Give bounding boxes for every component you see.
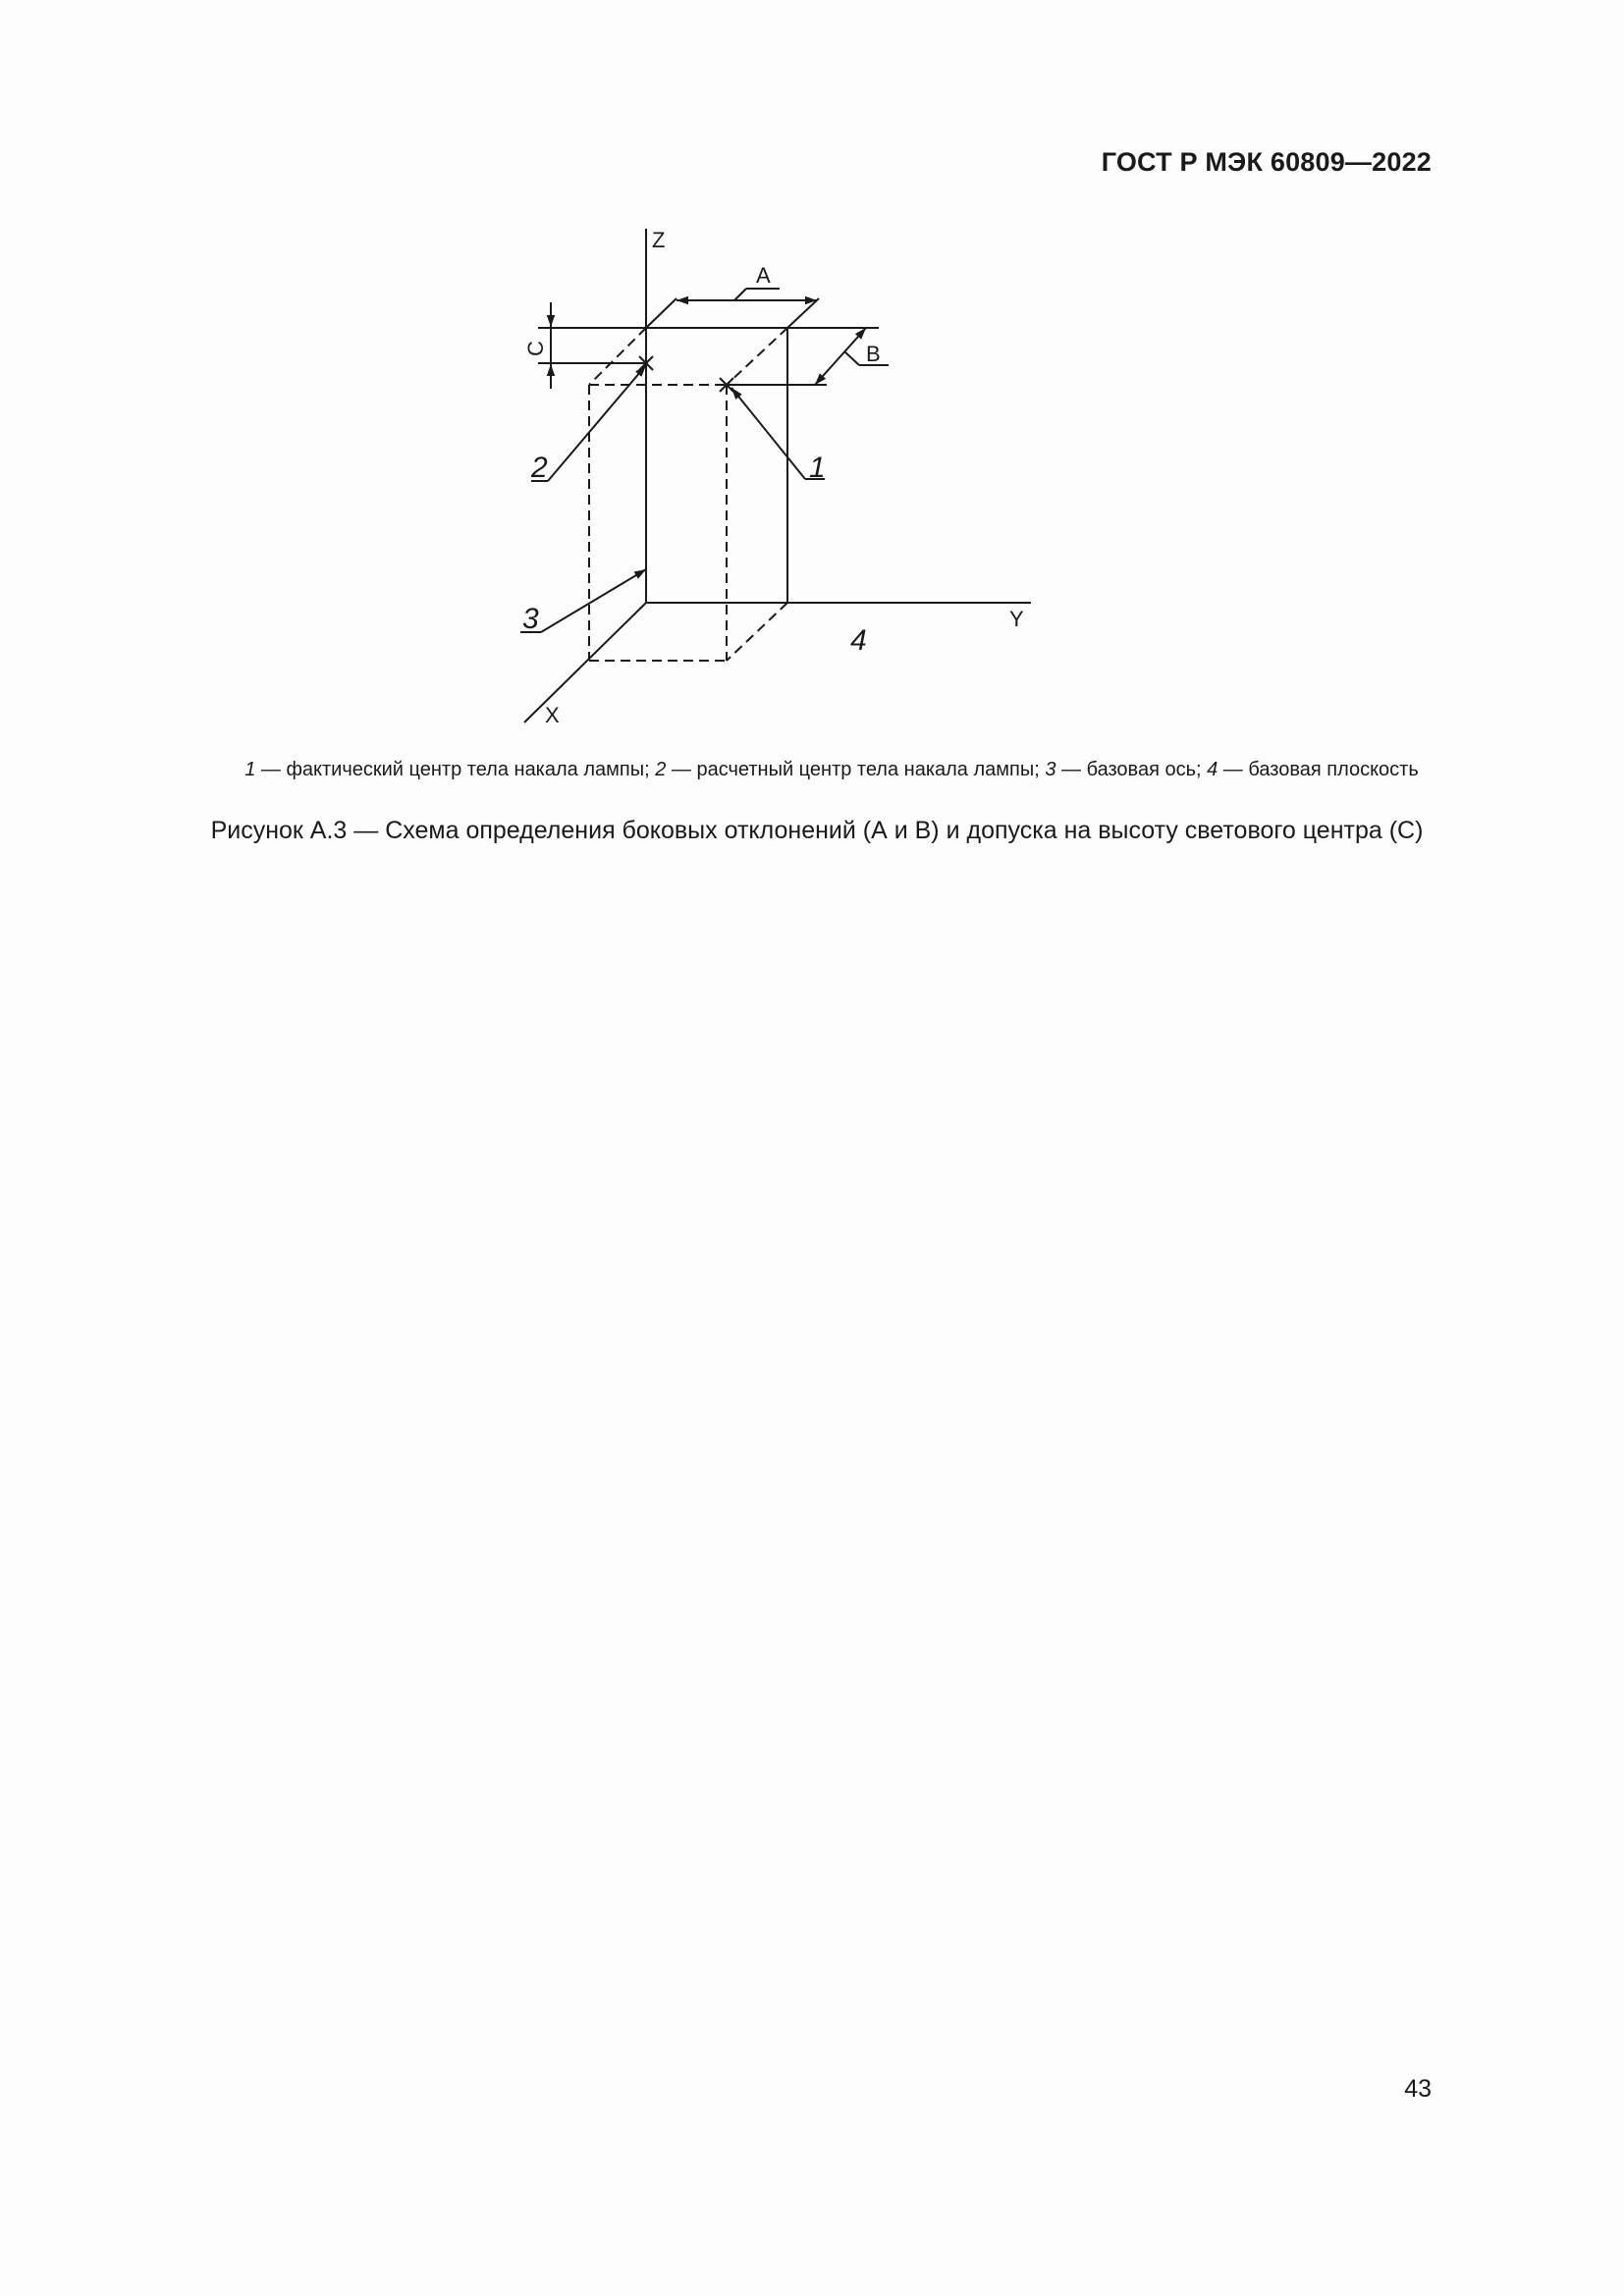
callout-2-leader — [548, 365, 646, 481]
lamp-geometry-diagram — [0, 0, 1624, 746]
dimension-b-label: B — [866, 342, 881, 366]
page-number: 43 — [1404, 2075, 1432, 2103]
legend-num-2: 2 — [655, 759, 667, 780]
x-axis — [524, 603, 646, 722]
callout-1-leader — [731, 388, 805, 479]
legend-num-4: 4 — [1207, 759, 1218, 780]
dimension-b-arrow — [815, 328, 866, 385]
dimension-a-leader — [734, 289, 746, 300]
legend-text-2: — расчетный центр тела накала лампы; — [666, 759, 1046, 780]
z-axis-label: Z — [652, 228, 666, 252]
dimension-a-ext-left — [646, 298, 677, 328]
dimension-c-label: C — [523, 341, 548, 356]
legend-num-1: 1 — [244, 759, 256, 780]
y-axis-label: Y — [1009, 607, 1024, 631]
document-header: ГОСТ Р МЭК 60809—2022 — [1101, 147, 1432, 177]
figure-caption: Рисунок А.3 — Схема определения боковых отклонений (А и В) и допуска на высоту светового центра (С) — [210, 817, 1424, 844]
dimension-b-leader — [844, 351, 859, 365]
legend-text-4: — базовая плоскость — [1218, 759, 1419, 780]
callout-1-label: 1 — [809, 452, 826, 484]
callout-2-label: 2 — [531, 452, 548, 484]
legend-text-1: — фактический центр тела накала лампы; — [255, 759, 656, 780]
legend-text-3: — базовая ось; — [1056, 759, 1208, 780]
callout-4-label: 4 — [850, 624, 867, 657]
dimension-a-label: A — [756, 263, 771, 288]
callout-3-label: 3 — [522, 603, 539, 635]
dashed-box — [589, 328, 787, 661]
callout-3-leader — [541, 569, 646, 632]
figure-legend — [0, 759, 1624, 781]
legend-num-3: 3 — [1045, 759, 1056, 780]
x-axis-label: X — [545, 703, 560, 727]
dimension-a-ext-right — [787, 298, 819, 328]
